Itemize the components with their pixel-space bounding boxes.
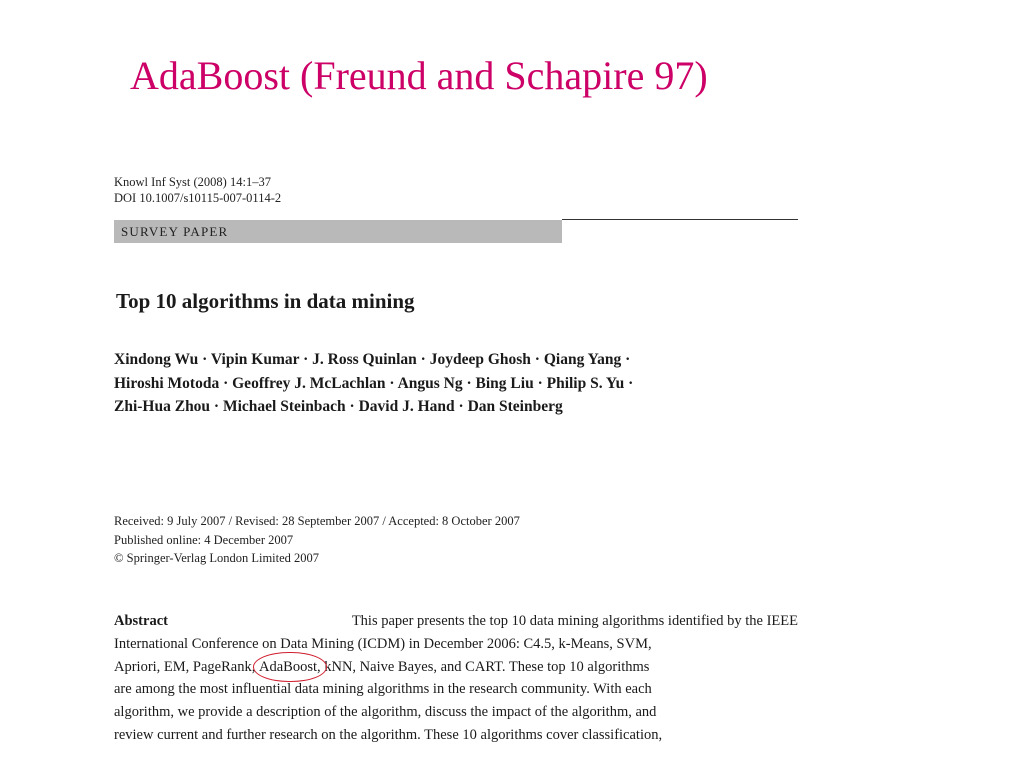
- section-label-bar: [114, 220, 562, 243]
- highlighted-term: AdaBoost,: [258, 658, 321, 675]
- abstract-text: review current and further research on the algorithm. These 10 algorithms cover classification,: [114, 726, 663, 743]
- abstract-line: [114, 610, 798, 633]
- header-rule: [562, 219, 798, 220]
- abstract-text-before: Apriori, EM, PageRank,: [114, 658, 259, 675]
- received-line: Received: 9 July 2007 / Revised: 28 September 2007 / Accepted: 8 October 2007: [114, 514, 520, 528]
- author-line: Hiroshi Motoda · Geoffrey J. McLachlan · Angus Ng · Bing Liu · Philip S. Yu ·: [114, 374, 634, 392]
- adaboost-highlight: [259, 656, 321, 679]
- published-line: Published online: 4 December 2007: [114, 532, 294, 547]
- slide-title: AdaBoost (Freund and Schapire 97): [130, 53, 708, 98]
- author-line: Xindong Wu · Vipin Kumar · J. Ross Quinlan · Joydeep Ghosh · Qiang Yang ·: [114, 351, 631, 368]
- abstract-line: [114, 724, 798, 747]
- publication-dates: [114, 512, 520, 568]
- abstract-text: [114, 656, 649, 679]
- doi-line: DOI 10.1007/s10115-007-0114-2: [114, 191, 282, 205]
- abstract-text: International Conference on Data Mining (ICDM) in December 2006: C4.5, k-Means, SVM,: [114, 635, 652, 652]
- copyright-line: © Springer-Verlag London Limited 2007: [114, 551, 320, 565]
- author-line: Zhi-Hua Zhou · Michael Steinbach · David J. Hand · Dan Steinberg: [114, 398, 563, 415]
- paper-excerpt-image: [114, 170, 804, 760]
- abstract-label: Abstract: [114, 613, 168, 629]
- abstract: [114, 610, 798, 747]
- paper-title: Top 10 algorithms in data mining: [116, 289, 415, 313]
- section-label: SURVEY PAPER: [121, 224, 229, 239]
- abstract-line: [114, 701, 798, 724]
- abstract-text: algorithm, we provide a description of the algorithm, discuss the impact of the algorithm, and: [114, 704, 657, 721]
- abstract-text: are among the most influential data mining algorithms in the research community. With each: [114, 681, 652, 698]
- journal-line: Knowl Inf Syst (2008) 14:1–37: [114, 175, 271, 189]
- abstract-line: [114, 656, 798, 679]
- abstract-line: [114, 678, 798, 701]
- journal-reference: [114, 174, 281, 206]
- abstract-text-after: kNN, Naive Bayes, and CART. These top 10 algorithms: [324, 658, 650, 675]
- abstract-text: This paper presents the top 10 data mining algorithms identified by the IEEE: [351, 613, 798, 629]
- author-list: [114, 348, 804, 419]
- abstract-line: [114, 633, 798, 656]
